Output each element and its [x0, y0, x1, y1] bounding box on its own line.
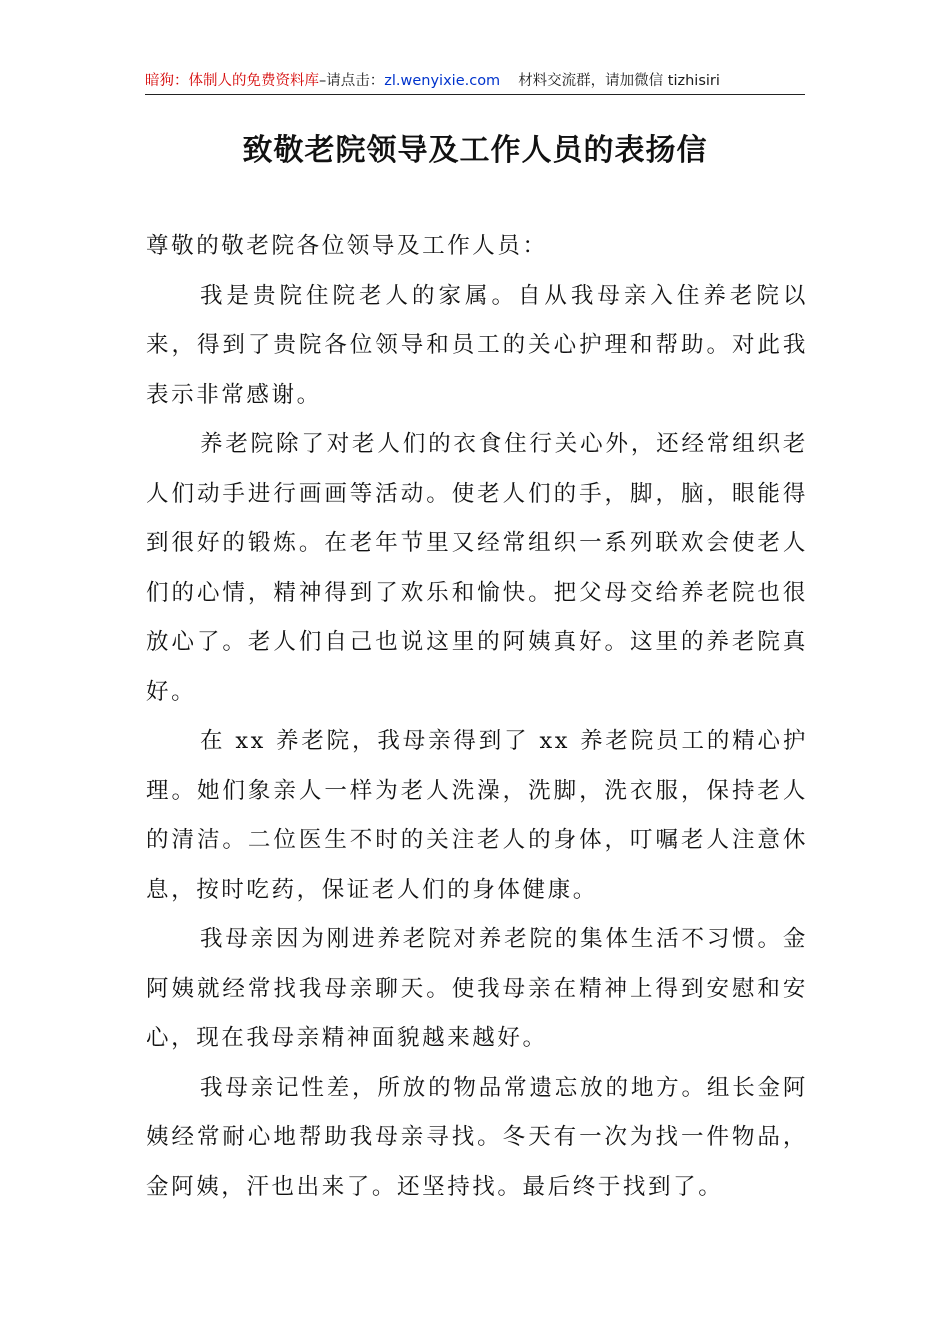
paragraph: 我是贵院住院老人的家属。自从我母亲入住养老院以来，得到了贵院各位领导和员工的关心护理和帮助。对此我表示非常感谢。 — [146, 282, 808, 408]
header-prompt: –请点击： — [319, 73, 385, 89]
paragraph: 养老院除了对老人们的衣食住行关心外，还经常组织老人们动手进行画画等活动。使老人们的手，脚，脑，眼能得到很好的锻炼。在老年节里又经常组织一系列联欢会使老人们的心情，精神得到了欢乐和愉快。把父母交给养老院也很放心了。老人们自己也说这里的阿姨真好。这里的养老院真好。 — [146, 431, 808, 705]
paragraph: 在 xx 养老院，我母亲得到了 xx 养老院员工的精心护理。她们象亲人一样为老人洗澡，洗脚，洗衣服，保持老人的清洁。二位医生不时的关注老人的身体，叮嘱老人注意休息，按时吃药，保证老人们的身体健康。 — [146, 728, 808, 903]
paragraph: 我母亲记性差，所放的物品常遗忘放的地方。组长金阿姨经常耐心地帮助我母亲寻找。冬天有一次为找一件物品，金阿姨，汗也出来了。还坚持找。最后终于找到了。 — [146, 1074, 808, 1200]
paragraph: 我母亲因为刚进养老院对养老院的集体生活不习惯。金阿姨就经常找我母亲聊天。使我母亲在精神上得到安慰和安心，现在我母亲精神面貌越来越好。 — [146, 926, 808, 1051]
document-title: 致敬老院领导及工作人员的表扬信 — [242, 133, 708, 168]
header-link[interactable]: zl.wenyixie.com — [384, 73, 501, 89]
page-header — [145, 70, 805, 95]
header-brand: 暗狗：体制人的免费资料库 — [145, 73, 319, 89]
letter-body — [146, 222, 808, 1212]
header-group-info: 材料交流群，请加微信 tizhisiri — [518, 73, 720, 89]
salutation: 尊敬的敬老院各位领导及工作人员： — [146, 233, 548, 259]
